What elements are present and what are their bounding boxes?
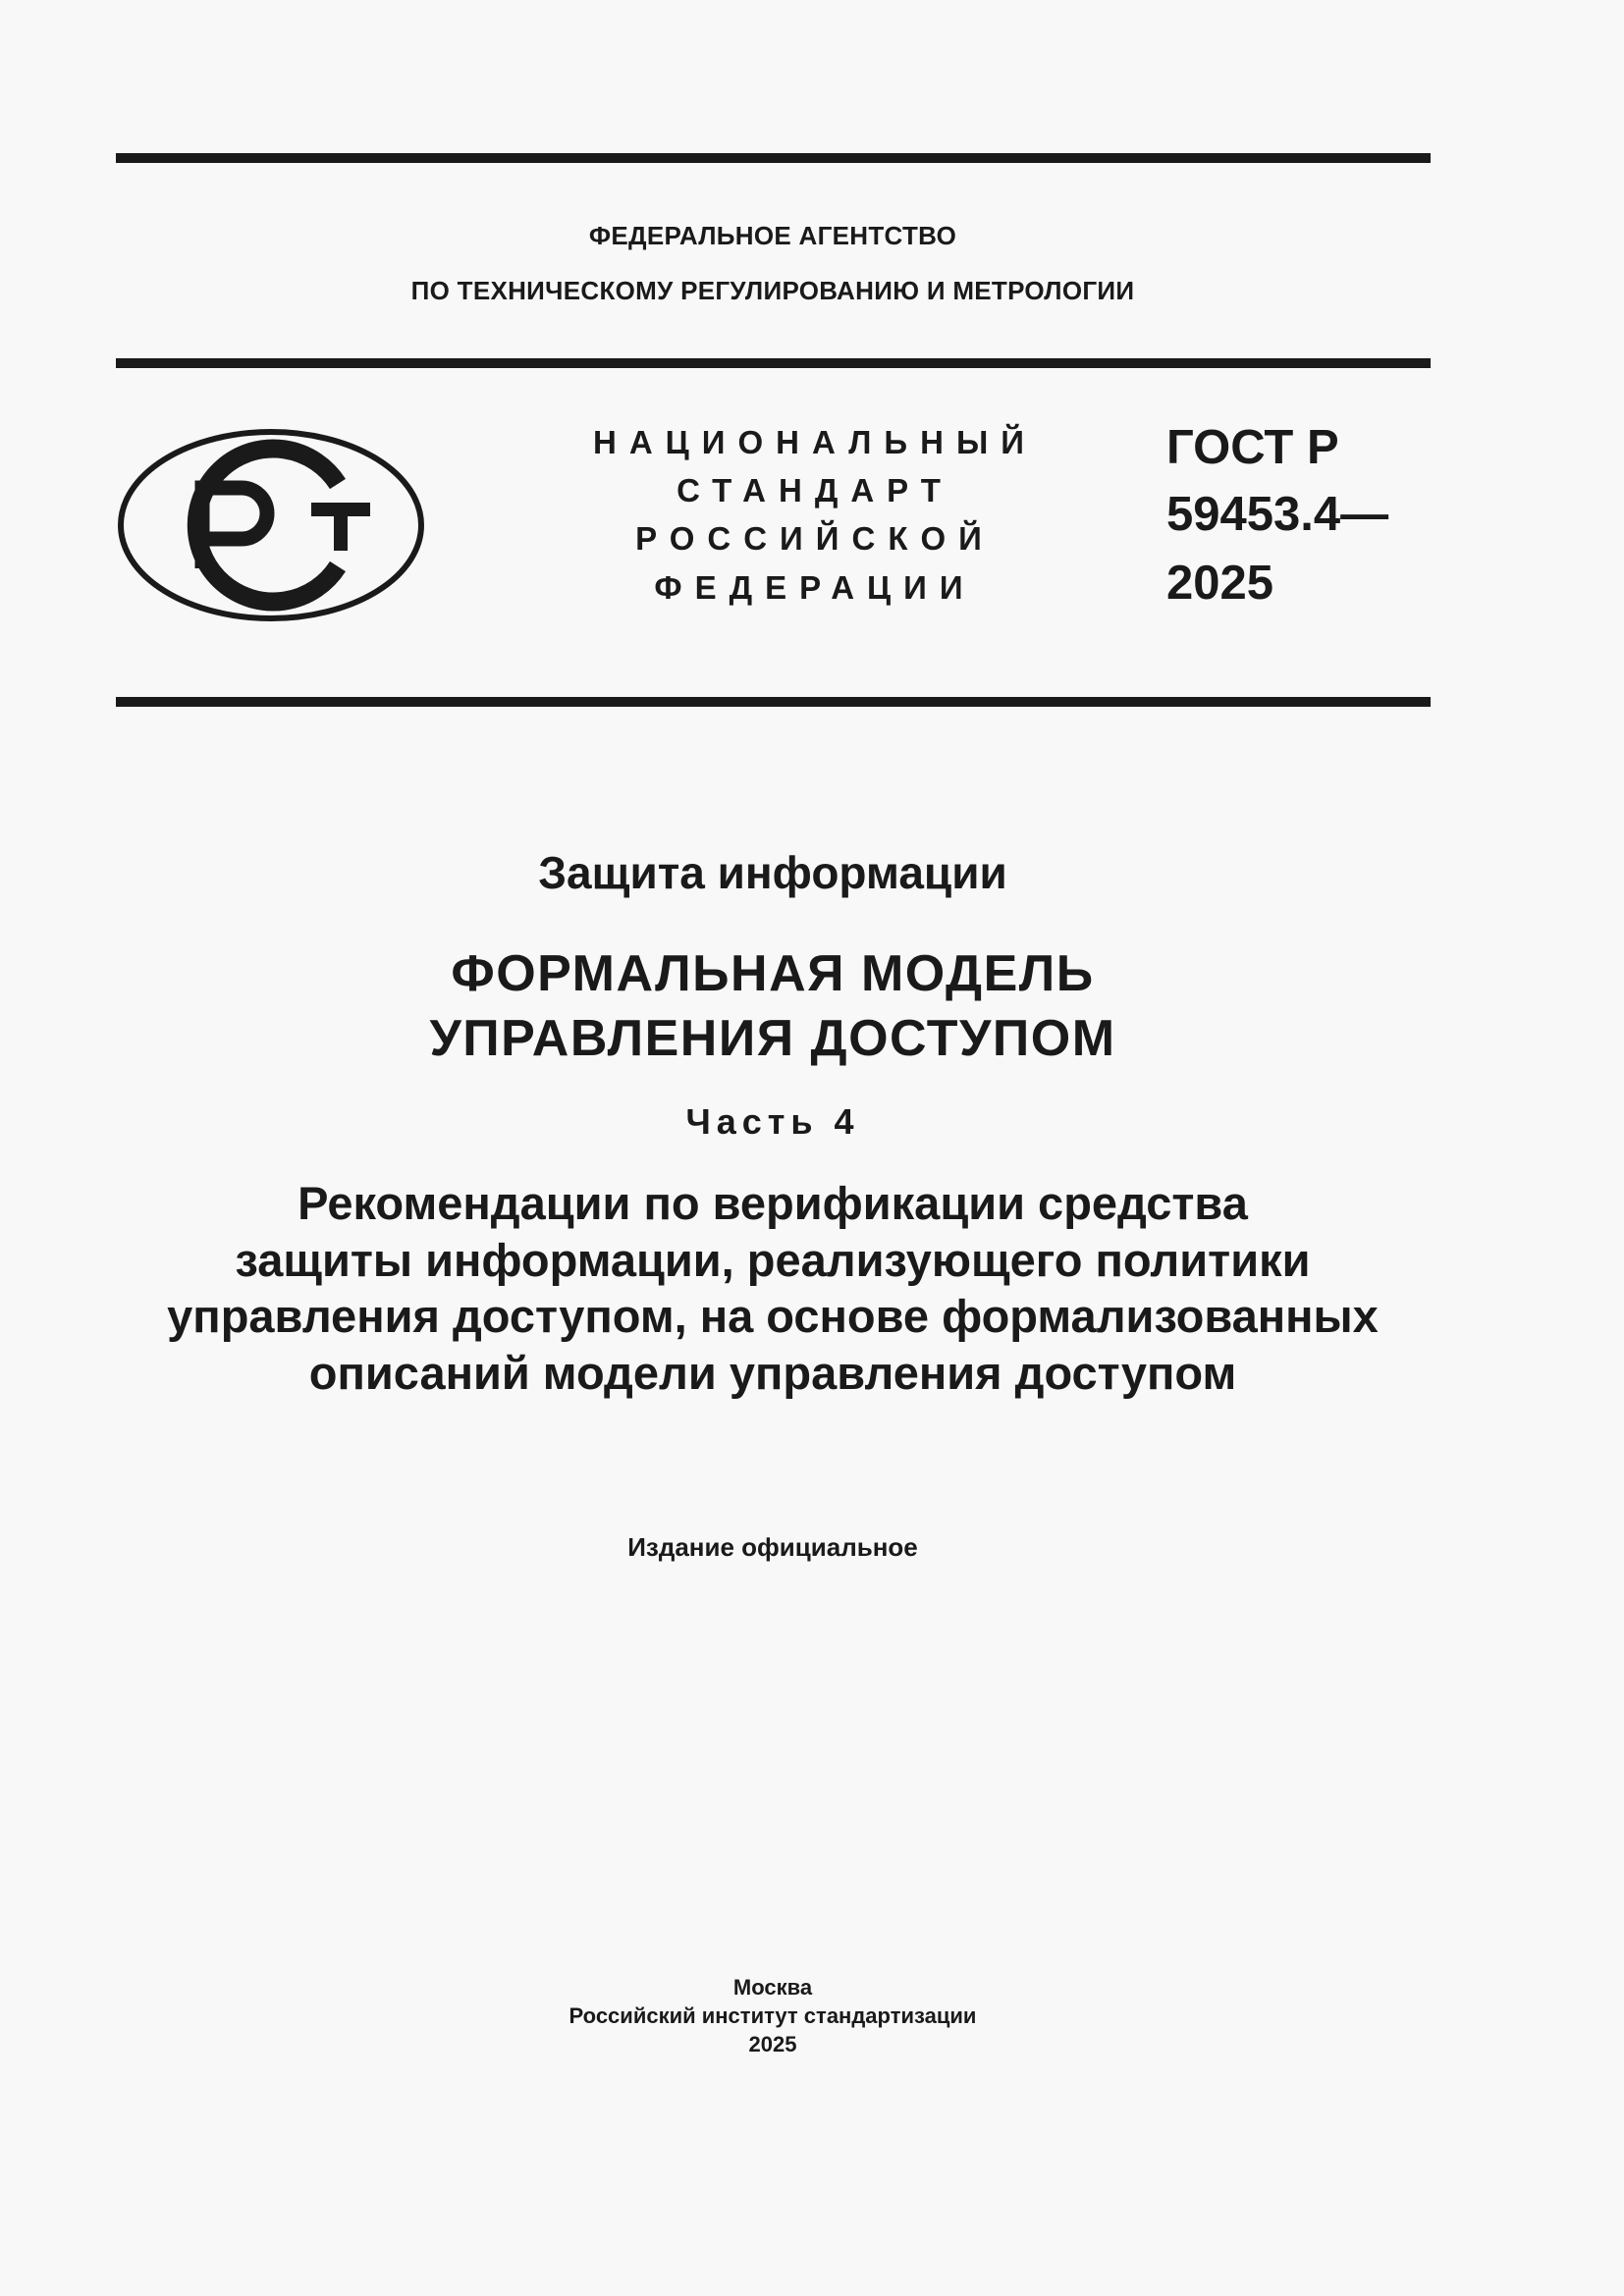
agency-name-line-1: ФЕДЕРАЛЬНОЕ АГЕНТСТВО: [588, 221, 957, 250]
header-divider: [116, 358, 1431, 368]
gost-designation-line-1: ГОСТ Р: [1166, 421, 1339, 474]
top-rule: [116, 153, 1431, 163]
rst-logo-icon: [116, 427, 426, 623]
imprint-year: 2025: [748, 2032, 797, 2056]
standard-divider: [116, 697, 1431, 707]
national-standard-line-4: ФЕДЕРАЦИИ: [654, 569, 976, 606]
document-subtitle-line-3: управления доступом, на основе формализованных: [167, 1290, 1379, 1342]
imprint-city: Москва: [732, 1975, 813, 2000]
document-subtitle-line-4: описаний модели управления доступом: [308, 1347, 1237, 1399]
gost-designation-line-3: 2025: [1166, 557, 1274, 610]
document-title-line-2: УПРАВЛЕНИЯ ДОСТУПОМ: [429, 1010, 1116, 1067]
edition-label: Издание официальное: [627, 1532, 918, 1562]
national-standard-line-3: РОССИЙСКОЙ: [635, 520, 995, 557]
document-subtitle-line-2: защиты информации, реализующего политики: [235, 1234, 1311, 1286]
document-part: Часть 4: [685, 1101, 860, 1142]
gost-designation-line-2: 59453.4—: [1166, 488, 1389, 541]
national-standard-line-2: СТАНДАРТ: [677, 472, 953, 508]
imprint-publisher: Российский институт стандартизации: [568, 2003, 977, 2028]
national-standard-line-1: НАЦИОНАЛЬНЫЙ: [593, 424, 1037, 460]
document-subject: Защита информации: [538, 847, 1007, 898]
agency-name-line-2: ПО ТЕХНИЧЕСКОМУ РЕГУЛИРОВАНИЮ И МЕТРОЛОГИИ: [410, 276, 1135, 305]
document-title-line-1: ФОРМАЛЬНАЯ МОДЕЛЬ: [451, 945, 1095, 1002]
document-subtitle-line-1: Рекомендации по верификации средства: [298, 1177, 1248, 1229]
